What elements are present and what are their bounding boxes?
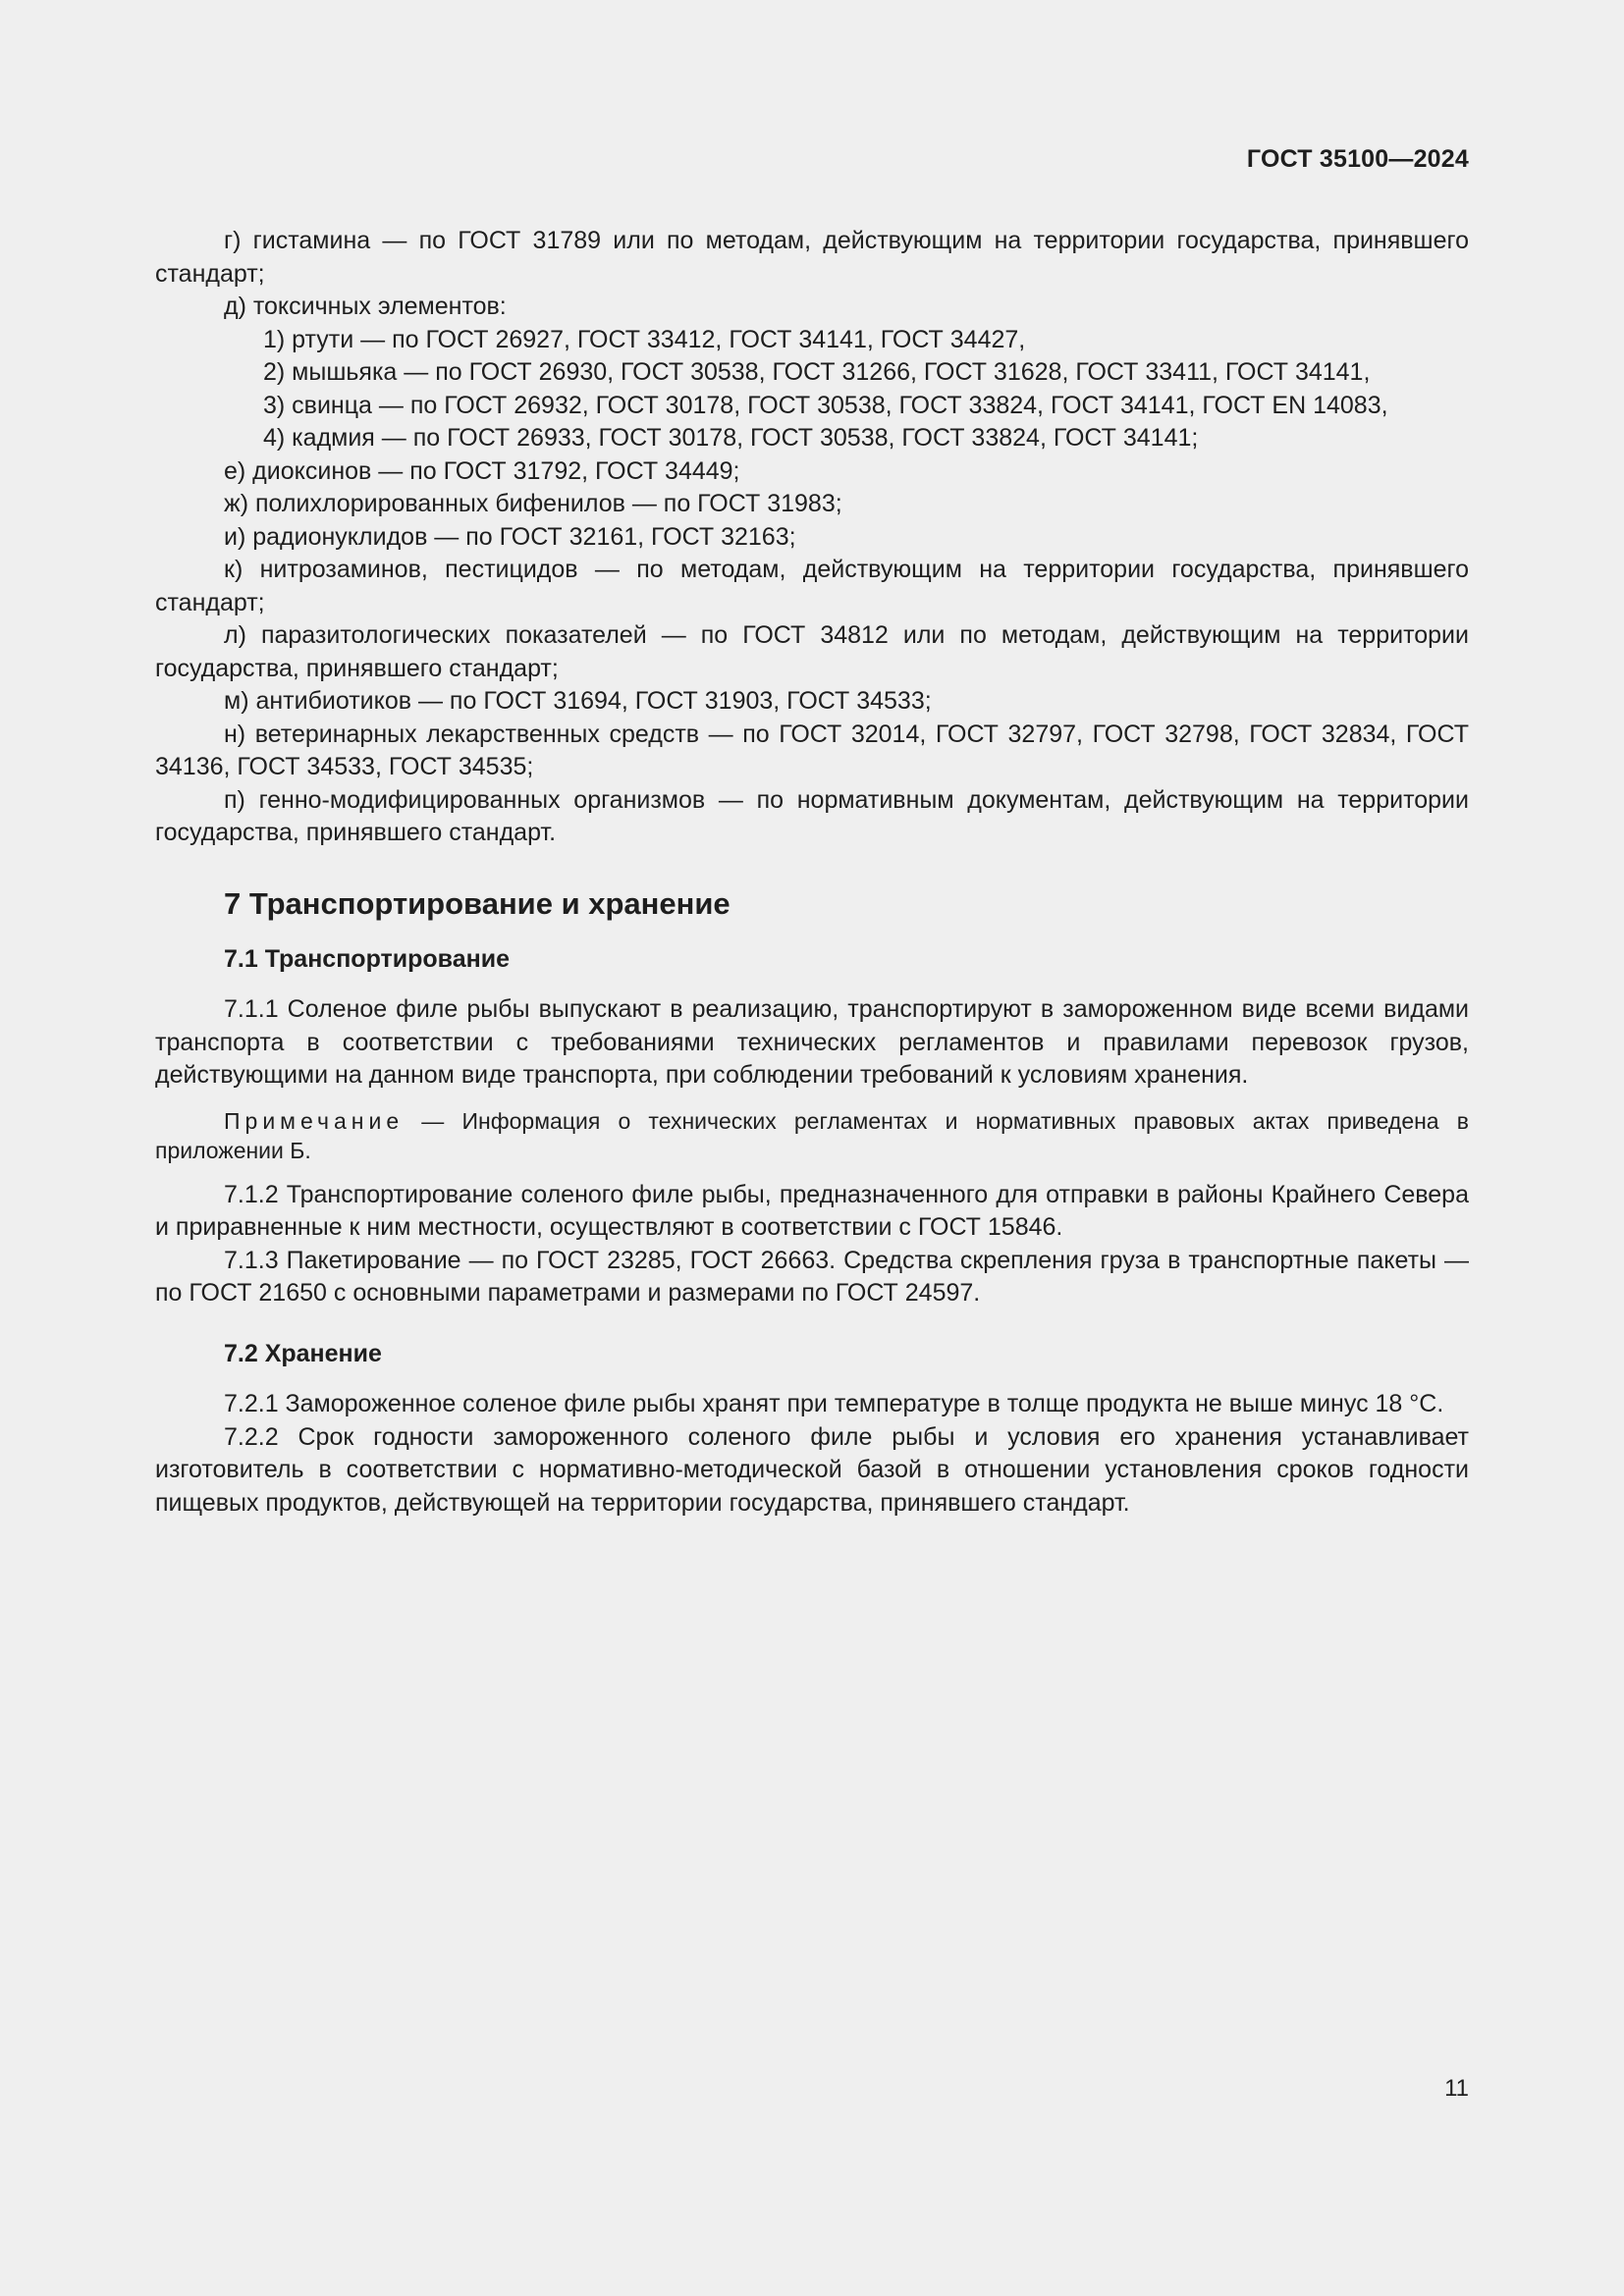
paragraph-7-2-2: 7.2.2 Срок годности замороженного соленого филе рыбы и условия его хранения устанавливает изготовитель в соответствии с нормативно-методической базой в отношении установления сроков годности пищевых продуктов, действующей на территории государства, принявшего стандарт. xyxy=(155,1422,1469,1517)
paragraph-7-1-3: 7.1.3 Пакетирование — по ГОСТ 23285, ГОСТ 26663. Средства скрепления груза в транспортные пакеты — по ГОСТ 21650 с основными параметрами и размерами по ГОСТ 24597. xyxy=(155,1246,1469,1307)
list-item-k: к) нитрозаминов, пестицидов — по методам, действующим на территории государства, принявшего стандарт; xyxy=(155,556,1469,616)
document-body xyxy=(155,225,1469,1520)
note-label: Примечание xyxy=(224,1107,405,1134)
section-7-1-heading: 7.1 Транспортирование xyxy=(224,944,510,973)
section-7-2-heading: 7.2 Хранение xyxy=(224,1339,382,1367)
list-item-e: е) диоксинов — по ГОСТ 31792, ГОСТ 34449; xyxy=(224,456,740,485)
list-item-zh: ж) полихлорированных бифенилов — по ГОСТ 31983; xyxy=(224,490,842,517)
note-paragraph xyxy=(155,1106,1469,1165)
document-code: ГОСТ 35100—2024 xyxy=(1246,145,1469,173)
section-7-heading: 7 Транспортирование и хранение xyxy=(224,885,731,921)
list-item-n: н) ветеринарных лекарственных средств — по ГОСТ 32014, ГОСТ 32797, ГОСТ 32798, ГОСТ 32834, ГОСТ 34136, ГОСТ 34533, ГОСТ 34535; xyxy=(155,720,1469,780)
list-item-l: л) паразитологических показателей — по ГОСТ 34812 или по методам, действующим на территории государства, принявшего стандарт; xyxy=(155,621,1469,682)
note-text: — Информация о технических регламентах и нормативных правовых актах приведена в приложении Б. xyxy=(155,1107,1469,1163)
list-subitem-arsenic: 2) мышьяка — по ГОСТ 26930, ГОСТ 30538, ГОСТ 31266, ГОСТ 31628, ГОСТ 33411, ГОСТ 34141, xyxy=(263,358,1371,386)
paragraph-7-2-1: 7.2.1 Замороженное соленое филе рыбы хранят при температуре в толще продукта не выше минус 18 °С. xyxy=(224,1390,1444,1417)
paragraph-7-1-1: 7.1.1 Соленое филе рыбы выпускают в реализацию, транспортируют в замороженном виде всеми видами транспорта в соответствии с требованиями технических регламентов и правилами перевозок грузов, действующими на данном виде транспорта, при соблюдении требований к условиям хранения. xyxy=(155,995,1469,1089)
list-subitem-mercury: 1) ртути — по ГОСТ 26927, ГОСТ 33412, ГОСТ 34141, ГОСТ 34427, xyxy=(263,325,1026,353)
list-item-p: п) генно-модифицированных организмов — по нормативным документам, действующим на территории государства, принявшего стандарт. xyxy=(155,785,1469,846)
list-item-i: и) радионуклидов — по ГОСТ 32161, ГОСТ 32163; xyxy=(224,522,796,551)
list-subitem-cadmium: 4) кадмия — по ГОСТ 26933, ГОСТ 30178, ГОСТ 30538, ГОСТ 33824, ГОСТ 34141; xyxy=(263,424,1199,452)
list-item-m: м) антибиотиков — по ГОСТ 31694, ГОСТ 31903, ГОСТ 34533; xyxy=(224,687,932,715)
paragraph-7-1-2: 7.1.2 Транспортирование соленого филе рыбы, предназначенного для отправки в районы Крайнего Севера и приравненные к ним местности, осуществляют в соответствии с ГОСТ 15846. xyxy=(155,1180,1469,1241)
page-number: 11 xyxy=(1444,2075,1469,2102)
list-subitem-lead: 3) свинца — по ГОСТ 26932, ГОСТ 30178, ГОСТ 30538, ГОСТ 33824, ГОСТ 34141, ГОСТ EN 14083, xyxy=(263,391,1388,419)
list-item-g: г) гистамина — по ГОСТ 31789 или по методам, действующим на территории государства, принявшего стандарт; xyxy=(155,227,1469,288)
list-item-d: д) токсичных элементов: xyxy=(224,293,507,320)
